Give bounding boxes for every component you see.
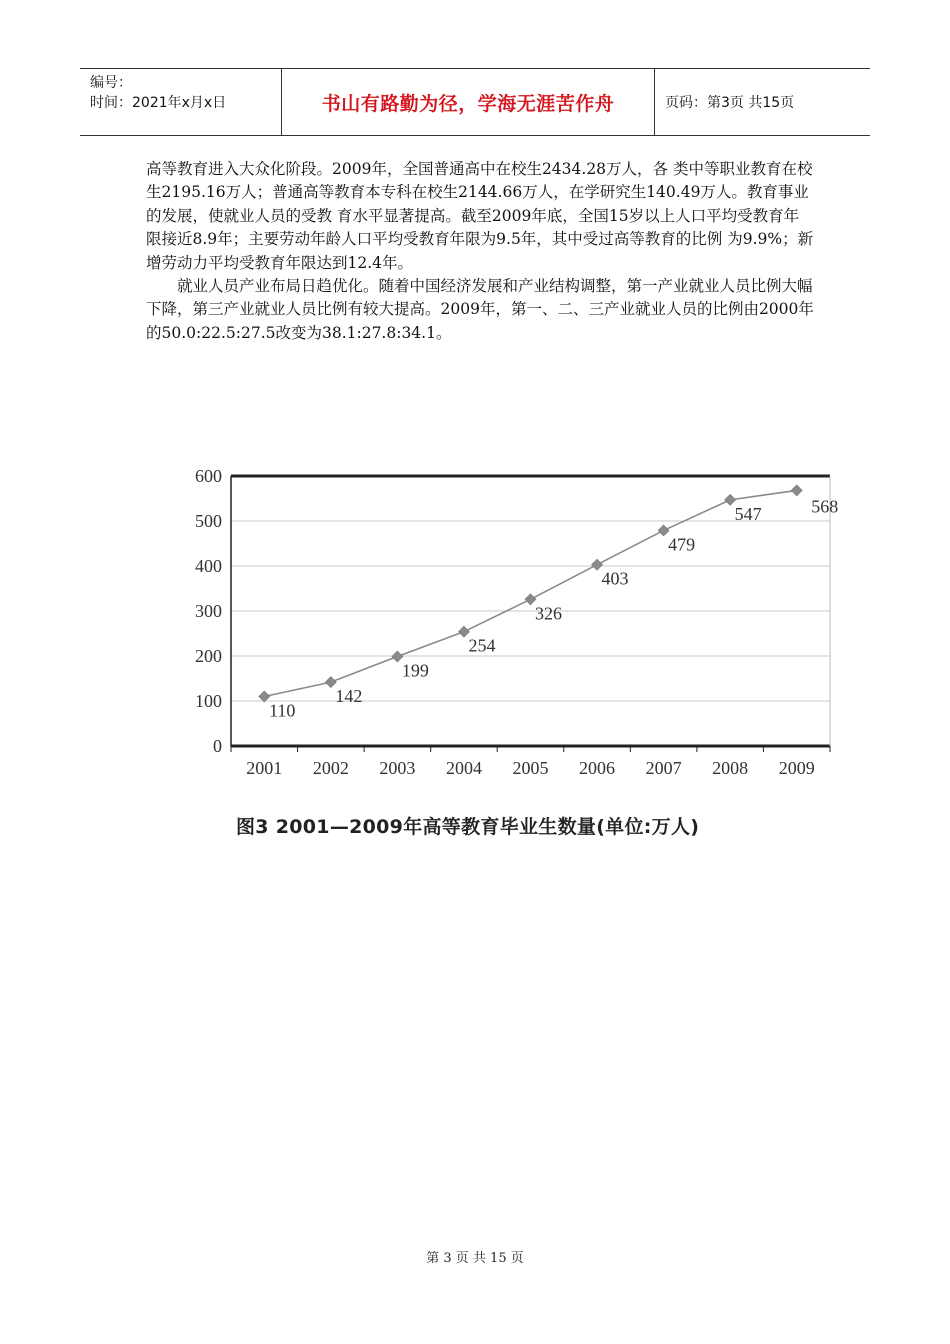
x-tick-label-2009: 2009 bbox=[778, 758, 815, 778]
y-tick-label-600: 600 bbox=[195, 466, 222, 486]
header-number-label: 编号： bbox=[90, 75, 132, 91]
data-label-2004: 254 bbox=[468, 635, 496, 656]
document-body bbox=[146, 158, 814, 345]
data-point-2009 bbox=[791, 485, 802, 496]
body-paragraph-2: 就业人员产业布局日趋优化。随着中国经济发展和产业结构调整，第一产业就业人员比例大幅下降，第三产业就业人员比例有较大提高。2009年，第一、二、三产业就业人员的比例由2000年的50.0:22.5:27.5改变为38.1:27.8:34.1。 bbox=[146, 277, 814, 342]
header-page-info: 页码：第3页 共15页 bbox=[665, 95, 795, 111]
y-tick-label-400: 400 bbox=[195, 556, 222, 576]
data-label-2009: 568 bbox=[811, 496, 839, 517]
page-footer: 第 3 页 共 15 页 bbox=[426, 1251, 524, 1266]
body-paragraph-1: 高等教育进入大众化阶段。2009年，全国普通高中在校生2434.28万人，各 类中等职业教育在校生2195.16万人；普通高等教育本专科在校生2144.66万人，在学研究生140.49万人。教育事业的发展，使就业人员的受教 育水平显著提高。截至2009年底，全国15岁以上人口平均受教育年限接近8.9年；主要劳动年龄人口平均受教育年限为9.5年，其中受过高等教育的比例 为9.9%；新增劳动力平均受教育年限达到12.4年。 bbox=[146, 160, 814, 272]
header-date-label: 时间：2021年x月x日 bbox=[90, 95, 227, 111]
x-tick-label-2005: 2005 bbox=[512, 758, 549, 778]
graduates-line-chart bbox=[170, 455, 870, 795]
chart-caption: 图3 2001—2009年高等教育毕业生数量(单位:万人) bbox=[236, 816, 700, 838]
x-tick-label-2004: 2004 bbox=[445, 758, 482, 778]
x-tick-label-2001: 2001 bbox=[246, 758, 283, 778]
y-tick-label-300: 300 bbox=[195, 601, 222, 621]
document-header bbox=[80, 68, 870, 136]
header-motto: 书山有路勤为径，学海无涯苦作舟 bbox=[281, 69, 655, 135]
y-tick-label-100: 100 bbox=[195, 691, 222, 711]
data-label-2008: 547 bbox=[734, 503, 762, 524]
x-tick-label-2007: 2007 bbox=[645, 758, 682, 778]
data-label-2002: 142 bbox=[335, 686, 363, 707]
header-meta bbox=[80, 69, 281, 135]
y-tick-label-500: 500 bbox=[195, 511, 222, 531]
x-tick-label-2008: 2008 bbox=[712, 758, 749, 778]
data-label-2001: 110 bbox=[269, 700, 296, 721]
data-label-2003: 199 bbox=[401, 660, 429, 681]
x-tick-label-2006: 2006 bbox=[579, 758, 616, 778]
data-label-2007: 479 bbox=[668, 534, 696, 555]
x-tick-label-2003: 2003 bbox=[379, 758, 416, 778]
y-tick-label-0: 0 bbox=[213, 736, 222, 756]
y-tick-label-200: 200 bbox=[195, 646, 222, 666]
x-tick-label-2002: 2002 bbox=[312, 758, 349, 778]
data-label-2005: 326 bbox=[535, 603, 562, 624]
data-label-2006: 403 bbox=[601, 568, 629, 589]
